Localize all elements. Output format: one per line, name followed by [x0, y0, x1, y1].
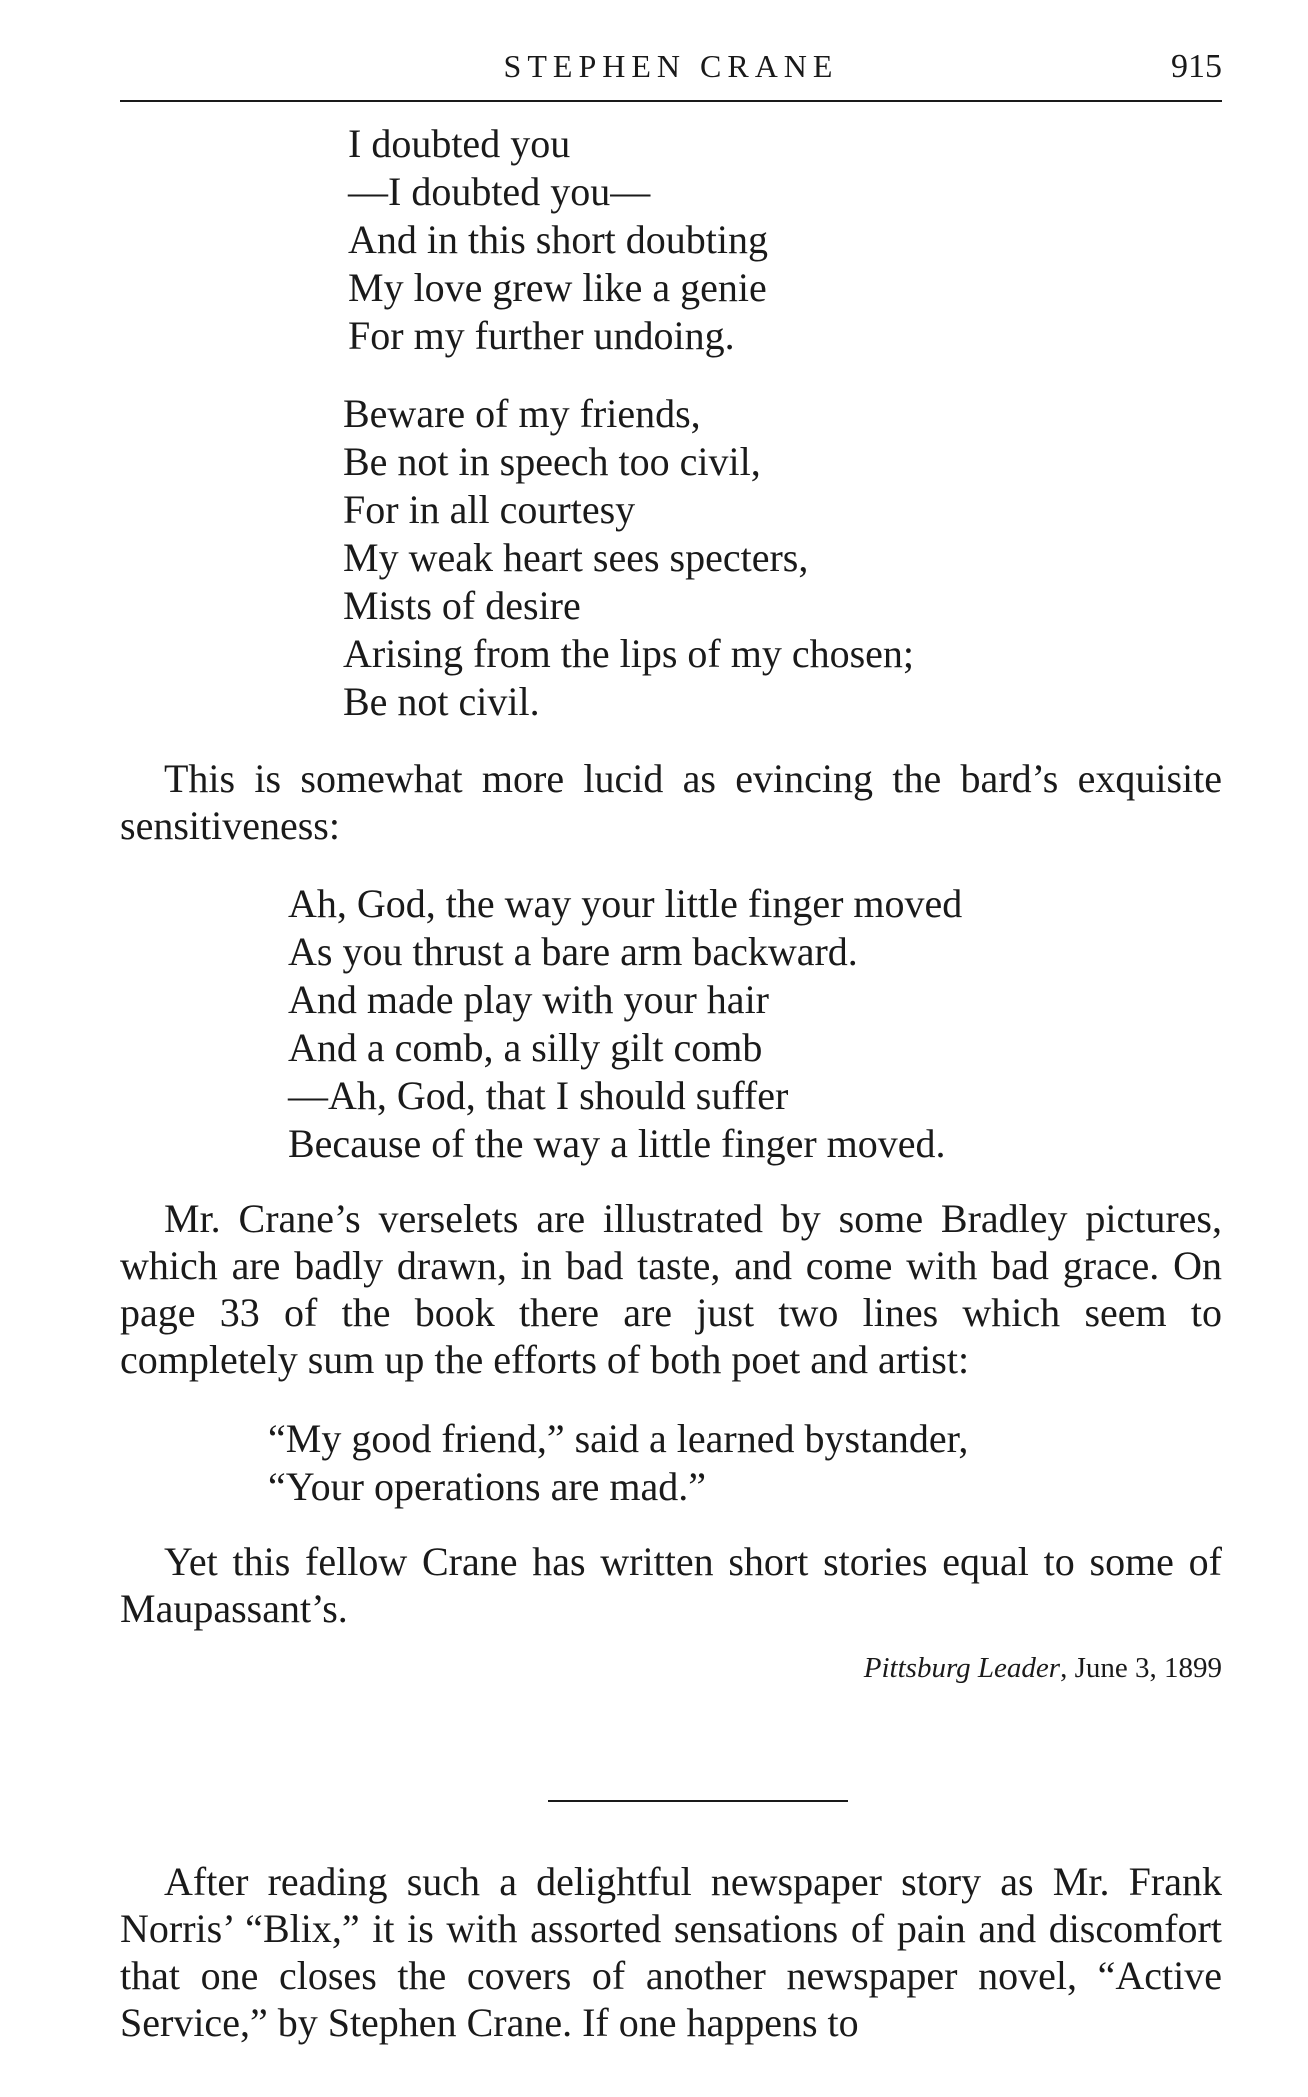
prose-paragraph-2	[120, 1195, 1222, 1383]
verse-line: For in all courtesy	[343, 487, 636, 532]
verse-line: And in this short doubting	[348, 217, 769, 262]
source-date: , June 3, 1899	[1060, 1652, 1222, 1684]
section-divider	[548, 1800, 848, 1802]
verse-line: “Your operations are mad.”	[268, 1464, 707, 1509]
verse-line: Beware of my friends,	[343, 391, 701, 436]
header-rule	[120, 100, 1222, 102]
paragraph-text: Yet this fellow Crane has written short stories equal to some of Maupassant’s.	[120, 1539, 1222, 1631]
verse-stanza-1	[348, 120, 768, 360]
verse-line: Mists of desire	[343, 583, 581, 628]
verse-line: And made play with your hair	[288, 977, 769, 1022]
verse-line: Be not in speech too civil,	[343, 439, 761, 484]
source-attribution	[864, 1652, 1222, 1685]
verse-line: I doubted you	[348, 121, 571, 166]
verse-quote	[268, 1415, 968, 1511]
verse-line: Arising from the lips of my chosen;	[343, 631, 915, 676]
running-head: STEPHEN CRANE	[503, 48, 839, 84]
page-header	[120, 48, 1222, 96]
paragraph-text: This is somewhat more lucid as evincing the bard’s exquisite sensitiveness:	[120, 756, 1222, 848]
prose-paragraph-4	[120, 1858, 1222, 2046]
page-number: 915	[1171, 48, 1222, 85]
verse-line: As you thrust a bare arm backward.	[288, 929, 858, 974]
paragraph-text: After reading such a delightful newspaper story as Mr. Frank Norris’ “Blix,” it is with assorted sensations of pain and discomfort that one closes the covers of another newspaper novel, “Active Service,” by Stephen Crane. If one happens to	[120, 1859, 1222, 2045]
verse-line: And a comb, a silly gilt comb	[288, 1025, 763, 1070]
verse-line: Ah, God, the way your little finger moved	[288, 881, 963, 926]
verse-line: —I doubted you—	[348, 169, 651, 214]
paragraph-text: Mr. Crane’s verselets are illustrated by some Bradley pictures, which are badly drawn, in bad taste, and come with bad grace. On page 33 of the book there are just two lines which seem to completely sum up the efforts of both poet and artist:	[120, 1196, 1222, 1382]
verse-line: Be not civil.	[343, 679, 540, 724]
verse-line: “My good friend,” said a learned bystander,	[268, 1416, 969, 1461]
verse-line: My love grew like a genie	[348, 265, 767, 310]
prose-paragraph-1	[120, 755, 1222, 849]
prose-paragraph-3	[120, 1538, 1222, 1632]
verse-line: —Ah, God, that I should suffer	[288, 1073, 789, 1118]
source-title: Pittsburg Leader	[863, 1652, 1061, 1684]
verse-stanza-3	[288, 880, 962, 1168]
verse-stanza-2	[343, 390, 914, 726]
verse-line: For my further undoing.	[348, 313, 735, 358]
verse-line: My weak heart sees specters,	[343, 535, 809, 580]
verse-line: Because of the way a little finger moved.	[288, 1121, 946, 1166]
